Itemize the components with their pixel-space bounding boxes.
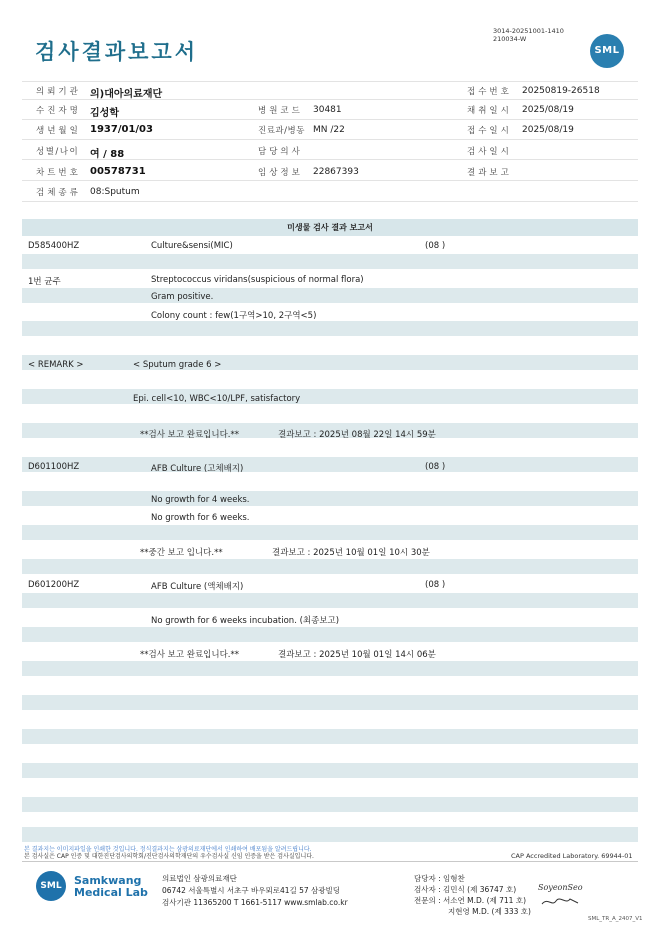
organism-label: 1번 균주 [28, 277, 61, 287]
row-stripe [22, 627, 638, 642]
test1-specimen: (08 ) [425, 241, 446, 251]
lab-street: 06742 서울특별시 서초구 바우뫼로41길 57 삼광빌딩 [162, 886, 341, 895]
dob-value: 1937/01/03 [90, 124, 153, 135]
report-time-1: 결과보고 : 2025년 08월 22일 14시 59분 [278, 430, 436, 440]
document-id-line2: 210034-W [493, 35, 527, 43]
footer-divider [22, 861, 638, 862]
row-stripe [22, 457, 638, 472]
test1-code: D585400HZ [28, 241, 80, 251]
specimen-value: 08:Sputum [90, 187, 140, 197]
brand-line2: Medical Lab [74, 886, 148, 899]
interim-report-2: **중간 보고 입니다.** [140, 548, 223, 558]
sml-logo: SML [590, 34, 624, 68]
row-stripe [22, 321, 638, 336]
row-stripe [22, 254, 638, 269]
signature-scribble [540, 895, 580, 909]
dob-label: 생년월일 [36, 126, 81, 136]
lab-address [162, 873, 348, 909]
department-value: MN /22 [313, 125, 345, 135]
chart-number-value: 00578731 [90, 166, 146, 177]
row-stripe [22, 559, 638, 574]
image-print-notice: 본 결과지는 이미지파일을 인쇄한 것입니다. 정식결과지는 삼광의료재단에서 인쇄하여 배포됨을 알려드립니다. [24, 846, 312, 853]
report-complete-3: **검사 보고 완료입니다.** [140, 650, 240, 660]
test-date-label: 검사일시 [467, 147, 512, 157]
receipt-number-label: 접수번호 [467, 87, 512, 97]
signatures [414, 873, 531, 917]
report-complete-1: **검사 보고 완료입니다.** [140, 430, 240, 440]
colony-count: Colony count : few(1구역>10, 2구역<5) [151, 311, 317, 321]
test2-result-2: No growth for 6 weeks. [151, 513, 250, 523]
gram-stain: Gram positive. [151, 292, 214, 302]
test3-result-1: No growth for 6 weeks incubation. (최종보고) [151, 616, 340, 626]
test3-name: AFB Culture (액체배지) [151, 582, 244, 592]
lab-contact: 검사기관 11365200 T 1661-5117 www.smlab.co.kr [162, 898, 348, 907]
divider [22, 81, 638, 82]
patient-name: 김성학 [90, 108, 119, 119]
row-stripe [22, 389, 638, 404]
receipt-number-value: 20250819-26518 [522, 86, 600, 96]
test3-code: D601200HZ [28, 580, 80, 590]
section-title: 미생물 검사 결과 보고서 [22, 219, 638, 236]
document-id [493, 27, 564, 43]
document-id-line1: 3014-20251001-1410 [493, 27, 564, 35]
tester-label: 검사자 : [414, 885, 441, 894]
expert-value-2: 지현영 M.D. (제 333 호) [448, 907, 531, 916]
divider [22, 180, 638, 181]
institution-label: 의뢰기관 [36, 87, 81, 97]
sex-age-value: 여 / 88 [90, 149, 125, 160]
remark-label: < REMARK > [28, 360, 84, 370]
accreditation-notice: 본 검사실은 CAP 인증 및 대한진단검사의학회/진단검사의학재단의 우수검사실 신임 인증을 받은 검사실입니다. [24, 853, 314, 860]
row-stripe [22, 661, 638, 676]
test2-name: AFB Culture (고체배지) [151, 464, 244, 474]
expert-label: 전문의 : [414, 896, 441, 905]
brand-name [74, 875, 148, 899]
department-label: 진료과/병동 [258, 126, 305, 136]
row-stripe [22, 797, 638, 812]
clinical-info-value: 22867393 [313, 167, 359, 177]
test3-specimen: (08 ) [425, 580, 446, 590]
cap-accreditation: CAP Accredited Laboratory. 69944-01 [511, 852, 633, 860]
report-time-3: 결과보고 : 2025년 10월 01일 14시 06분 [278, 650, 436, 660]
row-stripe [22, 763, 638, 778]
test1-name: Culture&sensi(MIC) [151, 241, 233, 251]
collection-date-label: 채취일시 [467, 106, 512, 116]
receipt-date-label: 접수일시 [467, 126, 512, 136]
test2-result-1: No growth for 4 weeks. [151, 495, 250, 505]
row-stripe [22, 729, 638, 744]
divider [22, 139, 638, 140]
hospital-code-value: 30481 [313, 105, 342, 115]
test2-code: D601100HZ [28, 462, 80, 472]
row-stripe [22, 355, 638, 370]
collection-date-value: 2025/08/19 [522, 105, 574, 115]
clinical-info-label: 임상정보 [258, 168, 303, 178]
row-stripe [22, 288, 638, 303]
lab-name: 의료법인 삼광의료재단 [162, 874, 237, 883]
divider [22, 119, 638, 120]
row-stripe [22, 491, 638, 506]
test2-specimen: (08 ) [425, 462, 446, 472]
divider [22, 201, 638, 202]
specimen-label: 검체종류 [36, 188, 81, 198]
doctor-label: 담당의사 [258, 147, 303, 157]
organism-name: Streptococcus viridans(suspicious of normal flora) [151, 275, 364, 285]
remark-line2: Epi. cell<10, WBC<10/LPF, satisfactory [133, 394, 301, 404]
row-stripe [22, 593, 638, 608]
receipt-date-value: 2025/08/19 [522, 125, 574, 135]
tester-value: 김민식 (제 36747 호) [443, 885, 517, 894]
signature-soyeon: SoyeonSeo [538, 883, 583, 892]
institution-value: 의)대아의료재단 [90, 89, 163, 100]
expert-value-1: 서소연 M.D. (제 711 호) [443, 896, 526, 905]
chart-number-label: 차트번호 [36, 168, 81, 178]
manager-label: 담당자 : [414, 874, 441, 883]
row-stripe [22, 827, 638, 842]
manager-value: 임형찬 [443, 874, 465, 883]
form-code: SML_TR_A_2407_V1 [588, 916, 643, 922]
row-stripe [22, 695, 638, 710]
report-label: 결과보고 [467, 168, 512, 178]
sex-age-label: 성별/나이 [36, 147, 80, 157]
row-stripe [22, 525, 638, 540]
sml-footer-logo: SML [36, 871, 66, 901]
brand-line1: Samkwang [74, 874, 142, 887]
hospital-code-label: 병원코드 [258, 106, 303, 116]
report-time-2: 결과보고 : 2025년 10월 01일 10시 30분 [272, 548, 430, 558]
report-title: 검사결과보고서 [35, 40, 199, 64]
remark-line1: < Sputum grade 6 > [133, 360, 222, 370]
patient-label: 수진자명 [36, 106, 81, 116]
